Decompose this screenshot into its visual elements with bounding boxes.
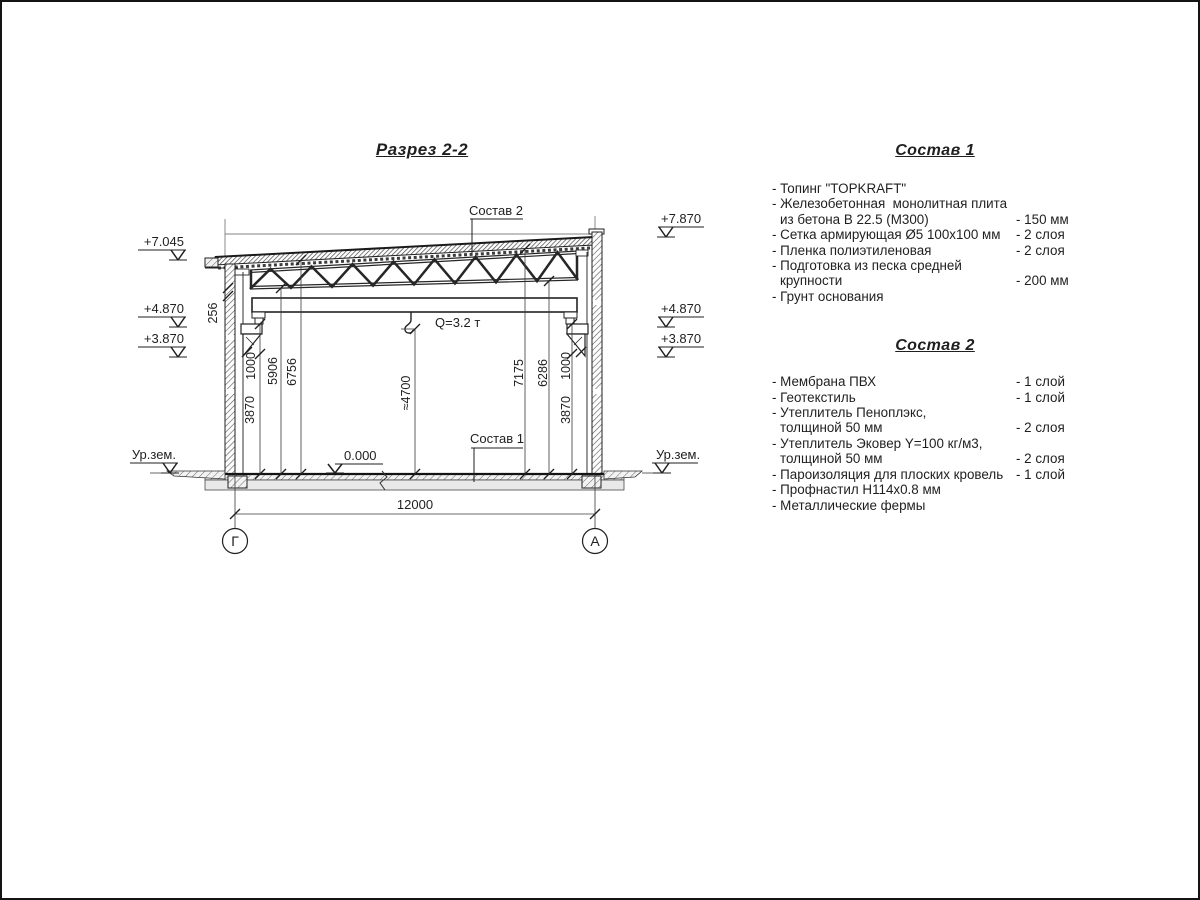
right-corbel <box>567 324 588 356</box>
material-row: из бетона В 22.5 (М300) - 150 мм <box>780 211 1069 227</box>
left-footing <box>228 476 247 488</box>
material-row: - Мембрана ПВХ - 1 слой <box>772 374 1065 390</box>
sostav1-heading: Состав 1 <box>895 142 975 159</box>
dim-256: 256 <box>206 302 220 324</box>
material-row: - Геотекстиль - 1 слой <box>772 389 1065 405</box>
eave-cap <box>205 258 218 267</box>
svg-text:+3.870: +3.870 <box>143 331 184 346</box>
sostav2-heading: Состав 2 <box>895 337 975 355</box>
elevation-left-ground <box>130 447 179 473</box>
elevation-right-ground <box>652 447 700 473</box>
elevation-marks-right <box>652 211 704 473</box>
elevation-marks-left <box>130 234 187 473</box>
material-row: - Пароизоляция для плоских кровель - 1 слой <box>772 466 1065 482</box>
dim-right-1000: 1000 <box>559 352 573 380</box>
axis-bubbles <box>223 529 608 554</box>
material-row: - Подготовка из песка средней <box>772 258 962 274</box>
material-row: - Металлические фермы <box>772 497 926 513</box>
svg-text:0.000: 0.000 <box>344 448 377 463</box>
drawing-title: Разрез 2-2 <box>375 140 469 159</box>
elevation-left-3870 <box>138 331 187 357</box>
svg-text:Ур.зем.: Ур.зем. <box>131 447 176 462</box>
crane-hook <box>405 312 413 333</box>
dim-5906: 5906 <box>266 357 280 385</box>
material-row: - Профнастил Н114х0.8 мм <box>772 482 941 498</box>
right-ground-toe <box>604 471 642 479</box>
svg-text:+7.045: +7.045 <box>143 234 184 249</box>
elevation-left-4870 <box>138 301 187 327</box>
material-row: - Грунт основания <box>772 288 884 304</box>
svg-text:+4.870: +4.870 <box>143 301 184 316</box>
sostav1-list <box>772 181 1098 304</box>
svg-text:Ур.зем.: Ур.зем. <box>656 447 701 462</box>
dim-6286: 6286 <box>536 359 550 387</box>
material-row: толщиной 50 мм - 2 слоя <box>780 451 1065 467</box>
roof-assembly <box>205 229 604 268</box>
elevation-right-3870 <box>657 331 704 357</box>
elevation-7870 <box>657 211 704 237</box>
svg-text:+4.870: +4.870 <box>661 301 702 316</box>
material-row: толщиной 50 мм - 2 слоя <box>780 420 1065 436</box>
material-row: - Утеплитель Эковер Y=100 кг/м3, <box>772 435 983 451</box>
floor-slab <box>150 471 665 490</box>
svg-text:Состав 1: Состав 1 <box>470 431 524 446</box>
material-row: - Пленка полиэтиленовая - 2 слоя <box>772 242 1065 258</box>
crane-capacity-label: Q=3.2 т <box>435 315 481 330</box>
section-drawing <box>2 2 762 602</box>
material-row: крупности - 200 мм <box>780 273 1069 289</box>
elevation-7045 <box>138 234 187 260</box>
right-wall-panel <box>587 232 602 474</box>
svg-text:Состав 2: Состав 2 <box>469 203 523 218</box>
sostav2-list <box>772 374 1098 513</box>
dim-left-3870: 3870 <box>243 396 257 424</box>
svg-text:+3.870: +3.870 <box>661 331 702 346</box>
axis-letter-left: Г <box>231 533 239 549</box>
material-row: - Сетка армирующая Ø5 100x100 мм - 2 слоя <box>772 227 1065 243</box>
left-corbel <box>241 324 262 356</box>
zero-level-mark <box>326 448 383 473</box>
left-ground-toe <box>167 471 225 479</box>
material-row: - Утеплитель Пеноплэкс, <box>772 405 927 421</box>
materials-panel <box>772 142 1098 513</box>
dim-right-3870: 3870 <box>559 396 573 424</box>
dim-7175: 7175 <box>512 359 526 387</box>
axis-letter-right: А <box>590 533 600 549</box>
right-footing <box>582 476 601 488</box>
span-value: 12000 <box>396 497 434 512</box>
material-row: - Топинг "TOPKRAFT" <box>772 181 907 196</box>
dim-6756: 6756 <box>285 358 299 386</box>
dim-left-1000: 1000 <box>244 352 258 380</box>
svg-text:+7.870: +7.870 <box>661 211 702 226</box>
material-row: - Железобетонная монолитная плита <box>772 196 1008 212</box>
dim-4700: ≈4700 <box>399 375 413 411</box>
elevation-right-4870 <box>657 301 704 327</box>
